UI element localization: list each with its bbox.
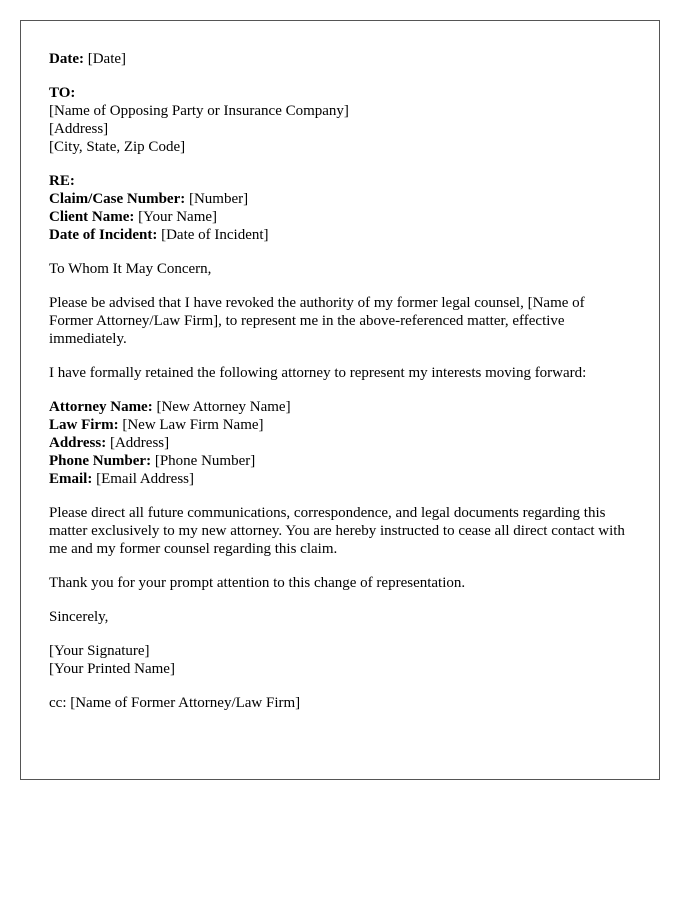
law-firm-label: Law Firm: — [49, 417, 119, 433]
phone-number-line — [49, 452, 631, 470]
direction-paragraph: Please direct all future communications, correspondence, and legal documents regarding this matter exclusively to my new attorney. You are hereby instructed to cease all direct contact with me and my former counsel regarding this claim. — [49, 505, 625, 557]
reference-section — [49, 172, 631, 244]
claim-number-value: [Number] — [188, 191, 249, 207]
retention-paragraph: I have formally retained the following attorney to represent my interests moving forward: — [49, 365, 587, 381]
law-firm-value: [New Law Firm Name] — [122, 417, 264, 433]
law-firm-line — [49, 416, 631, 434]
incident-date-line — [49, 226, 631, 244]
claim-number-label: Claim/Case Number: — [49, 191, 186, 207]
attorney-name-value: [New Attorney Name] — [156, 399, 291, 415]
attorney-address-line — [49, 434, 631, 452]
date-label: Date: — [49, 51, 84, 67]
new-attorney-details — [49, 398, 631, 488]
client-name-value: [Your Name] — [138, 209, 218, 225]
date-value: [Date] — [87, 51, 127, 67]
date-section — [49, 50, 631, 68]
salutation: To Whom It May Concern, — [49, 261, 212, 277]
re-label: RE: — [49, 173, 75, 189]
recipient-city-state-zip: [City, State, Zip Code] — [49, 139, 186, 155]
client-name-label: Client Name: — [49, 209, 135, 225]
closing: Sincerely, — [49, 609, 109, 625]
signature-placeholder: [Your Signature] — [49, 643, 150, 659]
claim-number-line — [49, 190, 631, 208]
to-label: TO: — [49, 85, 76, 101]
attorney-address-label: Address: — [49, 435, 107, 451]
attorney-name-line — [49, 398, 631, 416]
phone-number-value: [Phone Number] — [154, 453, 256, 469]
signature-block — [49, 642, 631, 678]
email-value: [Email Address] — [96, 471, 194, 487]
attorney-address-value: [Address] — [109, 435, 170, 451]
letter-document — [20, 20, 660, 780]
email-line — [49, 470, 631, 488]
incident-date-value: [Date of Incident] — [161, 227, 269, 243]
recipient-section — [49, 84, 631, 156]
attorney-name-label: Attorney Name: — [49, 399, 153, 415]
thanks-paragraph: Thank you for your prompt attention to this change of representation. — [49, 575, 466, 591]
client-name-line — [49, 208, 631, 226]
recipient-name: [Name of Opposing Party or Insurance Company] — [49, 103, 349, 119]
email-label: Email: — [49, 471, 93, 487]
incident-date-label: Date of Incident: — [49, 227, 158, 243]
revocation-paragraph: Please be advised that I have revoked the authority of my former legal counsel, [Name of Former Attorney/Law Firm], to represent me in the above-referenced matter, effective immediately. — [49, 295, 585, 347]
recipient-address: [Address] — [49, 121, 109, 137]
cc-line: cc: [Name of Former Attorney/Law Firm] — [49, 695, 301, 711]
phone-number-label: Phone Number: — [49, 453, 152, 469]
printed-name-placeholder: [Your Printed Name] — [49, 661, 175, 677]
